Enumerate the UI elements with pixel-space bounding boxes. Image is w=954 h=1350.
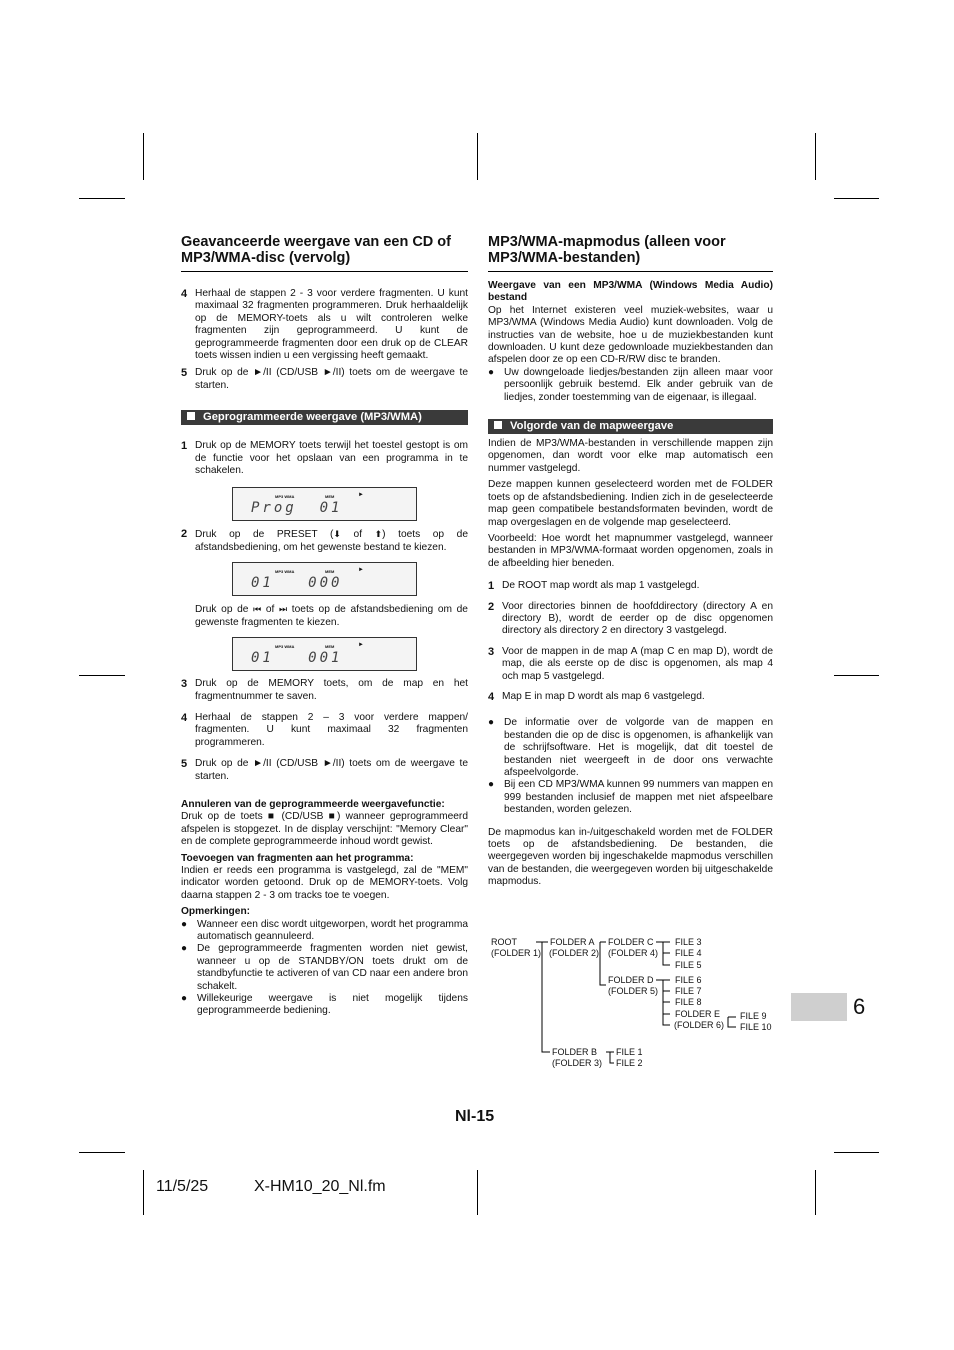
- tree-node-root: ROOT: [491, 937, 517, 947]
- footer-date: 11/5/25: [156, 1178, 209, 1195]
- tree-node-file: FILE 5: [675, 960, 702, 970]
- add-text: Indien er reeds een programma is vastgelegd, zal de "MEM" indicator worden getoond. Druk op de MEMORY-toets. Volg daarna stappen 2 - 3 om tracks toe te voegen.: [181, 864, 468, 901]
- crop-mark: [79, 1152, 125, 1153]
- notes-title: Opmerkingen:: [181, 906, 251, 918]
- intro-text: Op het Internet existeren veel muziek-websites, waar u MP3/WMA (Windows Media Audio) kunt downloaden. Volg de instructies van de website, hoe u de muziekbestanden kunt downloaden. U kunt deze gedownloade muziekbestanden dan afspelen door ze op een CD-R/RW disc te branden.: [488, 304, 773, 366]
- skip-forward-icon: ⏭: [279, 604, 288, 615]
- play-icon: ►: [358, 492, 364, 499]
- step-item: 2 Voor directories binnen de hoofddirectory (directory A en directory B), wordt de eerder op de disc opgenomen directory als directory 2 en directory 3 vastgelegd.: [488, 600, 773, 637]
- left-column: [181, 234, 468, 1018]
- right-column: [488, 234, 773, 889]
- tree-node-label: (FOLDER 4): [608, 948, 659, 958]
- left-heading: Geavanceerde weergave van een CD of MP3/WMA-disc (vervolg): [181, 234, 468, 272]
- crop-mark: [834, 675, 879, 676]
- crop-mark: [834, 1152, 879, 1153]
- tree-node-file: FILE 8: [675, 997, 702, 1007]
- tree-node-label: (FOLDER 1): [491, 948, 542, 958]
- lcd-display: MP3 WMA MEM ► Prog 01: [232, 487, 417, 521]
- tree-node-file: FILE 4: [675, 948, 702, 958]
- intro-bullet: ● Uw downgeloade liedjes/bestanden zijn alleen maar voor persoonlijk gebruik bestemd. Elk ander gebruik van de liedjes, zonder toestemming van de eigenaar, is illegaal.: [488, 366, 773, 403]
- lcd-display: MP3 WMA MEM ► 01 001: [232, 637, 417, 671]
- right-heading: MP3/WMA-mapmodus (alleen voor MP3/WMA-bestanden): [488, 234, 773, 272]
- chapter-number: 6: [853, 994, 866, 1019]
- note-item: ● De geprogrammeerde fragmenten worden niet gewist, wanneer u op de STANDBY/ON toets drukt om de standbyfunctie te activeren of van CD naar een andere bron schakelt.: [181, 943, 468, 992]
- paragraph: Indien de MP3/WMA-bestanden in verschillende mappen zijn opgenomen, dan wordt voor elke map automatisch een nummer vastgelegd.: [488, 438, 773, 474]
- crop-mark: [477, 1170, 478, 1215]
- step-item: 4 Map E in map D wordt als map 6 vastgelegd.: [488, 690, 705, 703]
- chapter-tab: [791, 993, 847, 1021]
- tree-node-label: (FOLDER 2): [549, 948, 600, 958]
- tree-node-label: (FOLDER 6): [674, 1020, 725, 1030]
- tree-node-folder-d: FOLDER D: [608, 975, 654, 985]
- tree-node-file: FILE 10: [740, 1022, 772, 1032]
- step-item: 4 Herhaal de stappen 2 - 3 voor verdere fragmenten. U kunt maximaal 32 fragmenten programmeren. Druk herhaaldelijk op de MEMORY-toets als u wilt controleren welke fragmenten zijn geprogrammeerd. U kunt de geprogrammeerde fragmenten door een druk op de CLEAR toets wissen indien u een vergissing heeft gemaakt.: [181, 288, 468, 362]
- tree-node-label: (FOLDER 5): [608, 986, 659, 996]
- tree-node-file: FILE 2: [616, 1058, 643, 1068]
- cancel-title: Annuleren van de geprogrammeerde weergavefunctie:: [181, 798, 445, 810]
- step-item: 3 Voor de mappen in de map A (map C en map D), wordt de map, die als eerste op de disc is opgenomen, als map 4 och map 5 vastgelegd.: [488, 645, 773, 682]
- crop-mark: [834, 198, 879, 199]
- tree-node-folder-b: FOLDER B: [552, 1047, 598, 1057]
- tree-node-folder-e: FOLDER E: [675, 1009, 721, 1019]
- crop-mark: [815, 133, 816, 180]
- tree-node-folder-c: FOLDER C: [608, 937, 654, 947]
- step-item: 3 Druk op de MEMORY toets, om de map en het fragmentnummer te saven.: [181, 678, 468, 702]
- note-item: ● Willekeurige weergave is niet mogelijk tijdens geprogrammeerde bediening.: [181, 993, 468, 1017]
- section-title-folder-order: Volgorde van de mapweergave: [488, 419, 773, 434]
- info-bullet: ● De informatie over de volgorde van de mappen en bestanden die op de disc is opgenomen, is afhankelijk van de schrijfsoftware. Het is mogelijk, dat dit toestel de bestanden niet weergeeft in de door ons verwachte afspeelvolgorde.: [488, 717, 773, 778]
- tree-node-file: FILE 9: [740, 1011, 767, 1021]
- crop-mark: [143, 133, 144, 180]
- tree-node-file: FILE 7: [675, 986, 702, 996]
- crop-mark: [79, 198, 125, 199]
- tree-node-folder-a: FOLDER A: [550, 937, 595, 947]
- page-number: Nl-15: [455, 1108, 495, 1125]
- step-item: 5 Druk op de ►/II (CD/USB ►/II) toets om de weergave te starten.: [181, 367, 468, 391]
- crop-mark: [815, 1170, 816, 1215]
- crop-mark: [143, 1170, 144, 1215]
- tree-node-file: FILE 1: [616, 1047, 643, 1057]
- wma-subtitle: Weergave van een MP3/WMA (Windows Media Audio) bestand: [488, 280, 773, 304]
- add-title: Toevoegen van fragmenten aan het programma:: [181, 852, 414, 864]
- paragraph: Voorbeeld: Hoe wordt het mapnummer vastgelegd, wanneer bestanden in MP3/WMA-formaat worden opgenomen, zoals in de afbeelding hier beneden.: [488, 532, 773, 569]
- crop-mark: [79, 675, 125, 676]
- play-icon: ►: [358, 567, 364, 574]
- section-title-program: Geprogrammeerde weergave (MP3/WMA): [181, 410, 468, 425]
- tree-node-file: FILE 6: [675, 975, 702, 985]
- step-continuation: Druk op de ⏮ of ⏭ toets op de afstandsbediening om de gewenste fragmenten te kiezen.: [195, 604, 468, 628]
- folder-tree-diagram: [490, 935, 780, 1075]
- step-item: 5 Druk op de ►/II (CD/USB ►/II) toets om de weergave te starten.: [181, 758, 468, 782]
- step-item: 2 Druk op de PRESET (⬇ of ⬆) toets op de afstandsbediening, om het gewenste bestand te kiezen.: [181, 528, 468, 553]
- arrow-up-icon: ⬆: [374, 529, 383, 540]
- skip-back-icon: ⏮: [253, 604, 262, 615]
- arrow-down-icon: ⬇: [333, 529, 341, 540]
- note-item: ● Wanneer een disc wordt uitgeworpen, wordt het programma automatisch geannuleerd.: [181, 918, 468, 942]
- tree-node-file: FILE 3: [675, 937, 702, 947]
- footer-filename: X-HM10_20_Nl.fm: [254, 1178, 386, 1195]
- cancel-text: Druk op de toets ■ (CD/USB ■) wanneer geprogrammeerd afspelen is stopgezet. In de display verschijnt: "Memory Clear" en de complete geprogrammeerde inhoud wordt gewist.: [181, 811, 468, 848]
- step-item: 1 Druk op de MEMORY toets terwijl het toestel gestopt is om de functie voor het opslaan van een programma in te schakelen.: [181, 440, 468, 477]
- paragraph: De mapmodus kan in-/uitgeschakeld worden met de FOLDER toets op de afstandsbediening. De bestanden, die weergegeven worden bij ingeschakelde mapmodus verschillen van de bestanden, die weergegeven worden bij uitgeschakelde mapmodus.: [488, 826, 773, 888]
- info-bullet: ● Bij een CD MP3/WMA kunnen 99 nummers van mappen en 999 bestanden inclusief de mappen met niet afspeelbare bestanden, worden gelezen.: [488, 779, 773, 816]
- tree-node-label: (FOLDER 3): [552, 1058, 603, 1068]
- paragraph: Deze mappen kunnen geselecteerd worden met de FOLDER toets op de afstandsbediening. Indien zich in de geselecteerde map geen compatibele bestandsformaten bevinden, wordt de map overgeslagen en de volgende map geselecteerd.: [488, 479, 773, 528]
- lcd-display: MP3 WMA MEM ► 01 000: [232, 562, 417, 596]
- play-icon: ►: [358, 642, 364, 649]
- crop-mark: [477, 133, 478, 180]
- step-item: 4 Herhaal de stappen 2 – 3 voor verdere mappen/ fragmenten. U kunt maximaal 32 fragmenten programmeren.: [181, 711, 468, 748]
- step-item: 1 De ROOT map wordt als map 1 vastgelegd.: [488, 580, 700, 593]
